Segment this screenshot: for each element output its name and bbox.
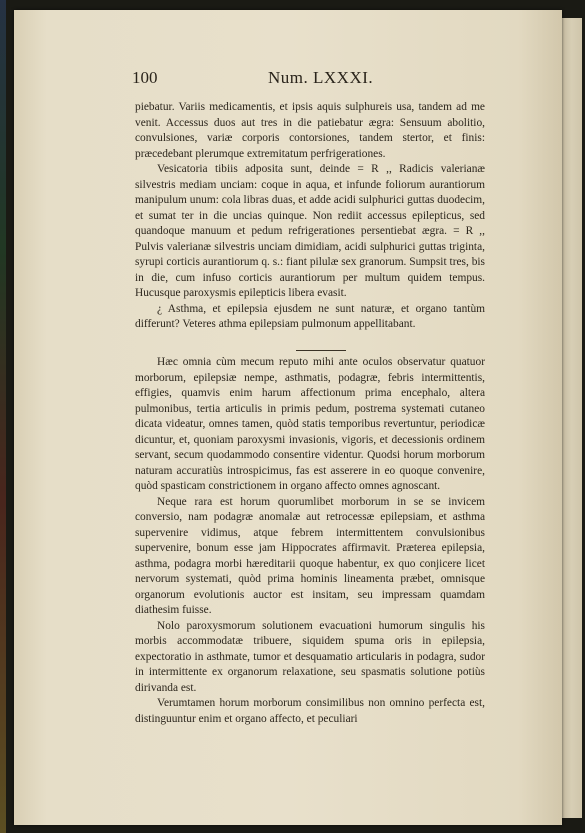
paragraph-treatment: Vesicatoria tibiis adposita sunt, deinde = R ,, Radicis valerianæ silvestris mediam unciam: coque in aqua, et infunde foliorum aurantiorum manipulum unum: cola libras duas, et adde acidi sulphurici guttas duodecim, et sumat ter in die uncias quinque. Non rediit accessus epilepticus, sed quandoque manuum et pedum refrigerationes persentiebat ægra. = R ,, Pulvis valerianæ silvestris unciam dimidiam, acidi sulphurici guttas triginta, syrupi corticis aurantiorum q. s.: fiant pilulæ sex granorum. Sumpsit tres, bis in die, cum infuso corticis aurantiorum per multum quidem tempus. Hucusque paroxysmis epilepticis libera evasit. bbox=[135, 163, 485, 299]
section-divider bbox=[296, 350, 346, 351]
paragraph-four-diseases: Hæc omnia cùm mecum reputo mihi ante oculos observatur quatuor morborum, epilepsiæ nempe, asthmatis, podagræ, febris intermittentis, effigies, quamvis enim harum affectionum prima encephalo, altera pulmonibus, tertia articulis in primis pedum, postrema systemati cutaneo dicata videatur, omnes tamen, quòd statis temporibus revertuntur, periodicæ dicuntur, et, quoniam paroxysmi invasionis, vigoris, et decessionis ordinem servant, secum quodammodo consentire videntur. Quodsi horum morborum naturam accuratiùs introspicimus, fas est asserere in eo quoque convenire, quòd spasticam constrictionem in organo affecto omnes agnoscant. bbox=[135, 356, 485, 492]
discussion-section bbox=[135, 355, 485, 727]
paragraph-conversion: Neque rara est horum quorumlibet morborum in se se invicem conversio, nam podagræ anomalæ aut retrocessæ epilepsiam, et asthma supervenire vidimus, atque febrem intermittentem convulsionibus supervenire, bonum esse jam Hippocrates affirmavit. Præterea epilepsia, asthma, podagra morbi hæreditarii quoque habentur, ex quo conjicere licet nervorum systemati, quòd prima hominis lineamenta præbet, omnisque organorum evolutionis auctor est insitam, seu impressam quamdam diathesim fuisse. bbox=[135, 495, 485, 616]
case-history-section bbox=[135, 100, 485, 333]
running-title: Num. LXXXI. bbox=[268, 68, 374, 87]
paragraph-question: ¿ Asthma, et epilepsia ejusdem ne sunt naturæ, et organo tantùm differunt? Veteres athma epilepsiam pulmonum appellitabant. bbox=[135, 302, 485, 330]
scan-color-calibration-strip bbox=[0, 0, 6, 833]
paragraph-paroxysm-solution: Nolo paroxysmorum solutionem evacuationi humorum singulis his morbis accommodatæ tribuere, siquidem spuma oris in epilepsia, expectoratio in asthmate, tumor et desquamatio articularis in podagra, sudor in intermittente ex organorum relaxatione, seu spasmatis solutione potiùs dirivanda est. bbox=[135, 619, 485, 694]
page-header bbox=[132, 68, 484, 92]
paragraph-differences: Verumtamen horum morborum consimilibus non omnino perfecta est, distinguuntur enim et organo affecto, et peculiari bbox=[135, 697, 485, 725]
page-number: 100 bbox=[132, 68, 158, 87]
paragraph-case-continuation: piebatur. Variis medicamentis, et ipsis aquis sulphureis usa, tandem ad me venit. Accessus duos aut tres in die patiebatur ægra: Sensuum abolitio, convulsiones, variæ corporis contorsiones, tandem stertor, et finis: præcedebant plerumque extremitatum perfrigerationes. bbox=[135, 101, 485, 160]
